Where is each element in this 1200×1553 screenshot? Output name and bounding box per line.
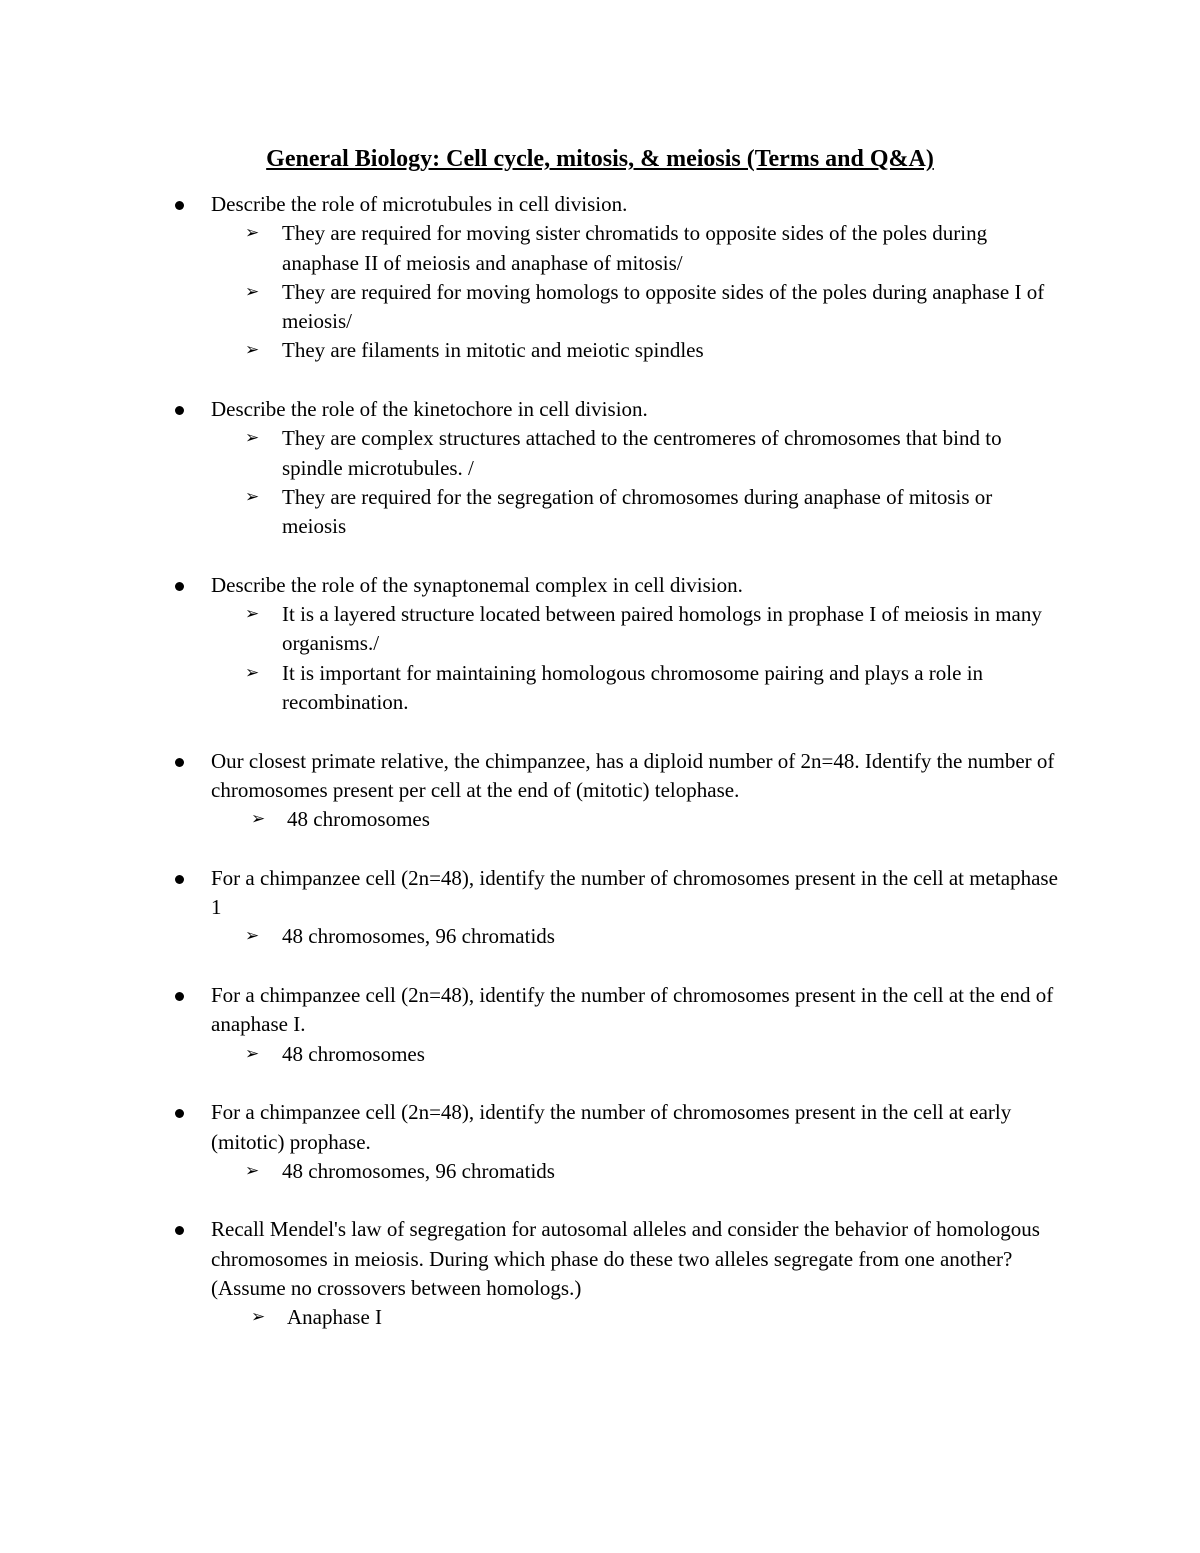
- answer-list: [211, 600, 1060, 717]
- arrow-bullet-icon: ➢: [245, 604, 260, 625]
- answer-item: [245, 336, 1060, 365]
- question-text: For a chimpanzee cell (2n=48), identify the number of chromosomes present in the cell at early (mitotic) prophase.: [211, 1100, 1012, 1154]
- arrow-bullet-icon: ➢: [251, 1307, 266, 1328]
- answer-text: Anaphase I: [287, 1305, 383, 1330]
- answer-text: They are complex structures attached to the centromeres of chromosomes that bind to spindle microtubules. /: [282, 426, 1002, 480]
- answer-item: [245, 278, 1060, 337]
- answer-item: [245, 219, 1060, 278]
- arrow-bullet-icon: ➢: [245, 340, 260, 361]
- answer-item: [245, 922, 1060, 951]
- answer-text: It is important for maintaining homologous chromosome pairing and plays a role in recombination.: [282, 660, 984, 715]
- arrow-bullet-icon: ➢: [245, 1160, 260, 1181]
- bullet-icon: [175, 1109, 184, 1118]
- answer-item: [245, 1157, 1060, 1186]
- question-item: [0, 190, 1200, 366]
- question-text: For a chimpanzee cell (2n=48), identify the number of chromosomes present in the cell at the end of anaphase I.: [211, 983, 1054, 1037]
- answer-item: [251, 805, 1060, 834]
- bullet-icon: [175, 201, 184, 210]
- answer-list: [211, 1157, 1060, 1186]
- answer-item: [245, 424, 1060, 483]
- answer-text: 48 chromosomes: [282, 1041, 425, 1066]
- arrow-bullet-icon: ➢: [251, 809, 266, 830]
- answer-text: They are required for moving sister chromatids to opposite sides of the poles during anaphase II of meiosis and anaphase of mitosis/: [282, 221, 988, 275]
- bullet-icon: [175, 758, 184, 767]
- answer-item: [251, 1303, 1060, 1332]
- answer-item: [245, 483, 1060, 542]
- question-item: [0, 864, 1200, 952]
- answer-text: 48 chromosomes, 96 chromatids: [282, 924, 555, 949]
- arrow-bullet-icon: ➢: [245, 486, 260, 507]
- question-list: [0, 190, 1200, 1362]
- bullet-icon: [175, 992, 184, 1001]
- question-text: Describe the role of the synaptonemal complex in cell division.: [211, 572, 743, 597]
- question-item: [0, 1098, 1200, 1186]
- answer-list: [211, 219, 1060, 365]
- question-text: Our closest primate relative, the chimpanzee, has a diploid number of 2n=48. Identify the number of chromosomes present per cell at the end of (mitotic) telophase.: [211, 748, 1055, 802]
- arrow-bullet-icon: ➢: [245, 223, 260, 244]
- arrow-bullet-icon: ➢: [245, 281, 260, 302]
- bullet-icon: [175, 406, 184, 415]
- bullet-icon: [175, 875, 184, 884]
- answer-list: [211, 805, 1060, 834]
- answer-text: 48 chromosomes, 96 chromatids: [282, 1158, 555, 1183]
- answer-text: They are filaments in mitotic and meiotic spindles: [282, 338, 704, 363]
- answer-text: They are required for moving homologs to opposite sides of the poles during anaphase I of meiosis/: [282, 279, 1045, 334]
- arrow-bullet-icon: ➢: [245, 926, 260, 947]
- question-text: Recall Mendel's law of segregation for autosomal alleles and consider the behavior of homologous chromosomes in meiosis. During which phase do these two alleles segregate from one another? (Assume no crossovers between homologs.): [211, 1217, 1040, 1300]
- answer-item: [245, 600, 1060, 659]
- question-item: [0, 981, 1200, 1069]
- document-title: General Biology: Cell cycle, mitosis, & meiosis (Terms and Q&A): [266, 146, 934, 172]
- answer-list: [211, 922, 1060, 951]
- bullet-icon: [175, 1226, 184, 1235]
- question-item: [0, 1215, 1200, 1332]
- question-text: Describe the role of microtubules in cell division.: [211, 192, 628, 216]
- arrow-bullet-icon: ➢: [245, 428, 260, 449]
- answer-item: [245, 659, 1060, 718]
- bullet-icon: [175, 582, 184, 591]
- answer-text: They are required for the segregation of chromosomes during anaphase of mitosis or meiosis: [282, 484, 993, 539]
- question-item: [0, 395, 1200, 541]
- arrow-bullet-icon: ➢: [245, 662, 260, 683]
- question-item: [0, 571, 1200, 717]
- question-text: Describe the role of the kinetochore in cell division.: [211, 397, 648, 422]
- answer-text: 48 chromosomes: [287, 807, 430, 832]
- question-text: For a chimpanzee cell (2n=48), identify the number of chromosomes present in the cell at metaphase 1: [211, 865, 1058, 920]
- arrow-bullet-icon: ➢: [245, 1043, 260, 1064]
- answer-item: [245, 1040, 1060, 1069]
- answer-text: It is a layered structure located between paired homologs in prophase I of meiosis in many organisms./: [282, 602, 1042, 656]
- answer-list: [211, 1040, 1060, 1069]
- answer-list: [211, 1303, 1060, 1332]
- answer-list: [211, 424, 1060, 541]
- question-item: [0, 747, 1200, 835]
